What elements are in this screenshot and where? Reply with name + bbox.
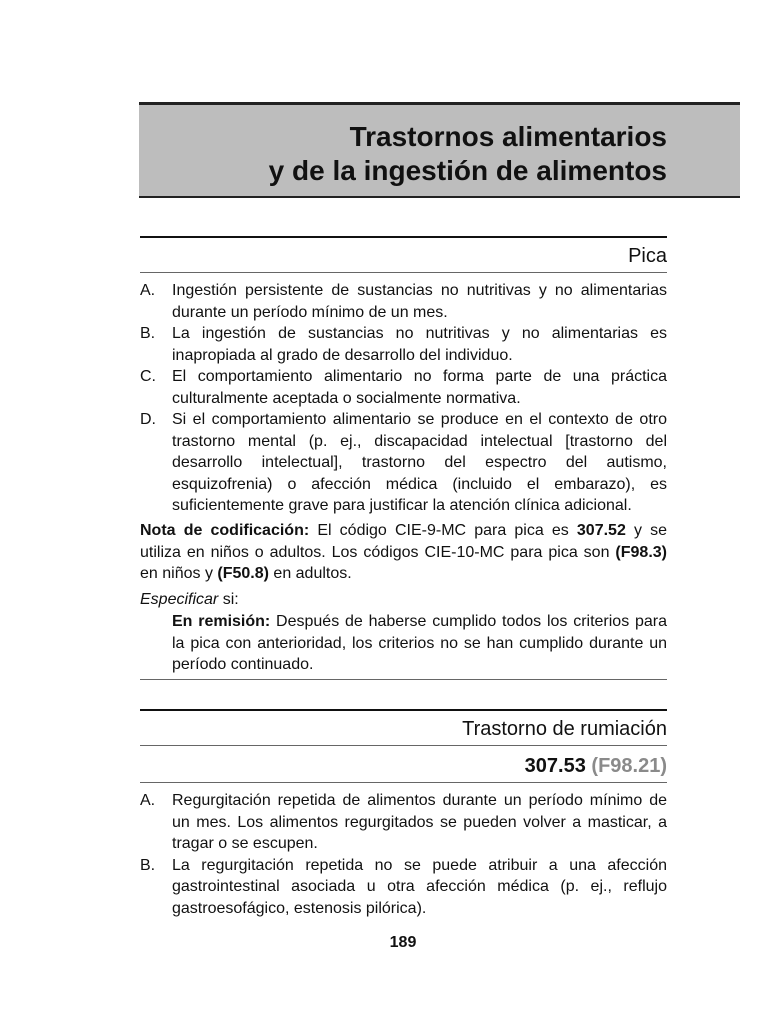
- coding-note-text: El código CIE-9-MC para pica es: [309, 522, 577, 539]
- criterion-text: La regurgitación repetida no se puede atribuir a una afección gastrointestinal asociada u otra afección médica (p. ej., reflujo gastroesofágico, estenosis pilórica).: [172, 856, 667, 917]
- coding-note-text: en niños y: [140, 565, 218, 582]
- specify-line: [140, 589, 667, 611]
- criterion-item: [140, 790, 667, 855]
- section-divider: [140, 679, 667, 680]
- remission-text: Después de haberse cumplido todos los criterios para la pica con anterioridad, los criterios no se han cumplido durante un período continuado.: [172, 613, 668, 673]
- code-icd9: 307.53: [524, 755, 586, 777]
- coding-note: [140, 520, 667, 585]
- specify-label: Especificar: [140, 591, 219, 608]
- code-icd10-adult: (F50.8): [217, 565, 269, 582]
- page-number: 189: [389, 934, 417, 951]
- rumination-criteria-list: [140, 790, 667, 919]
- criterion-text: Ingestión persistente de sustancias no nutritivas y no alimentarias durante un período mínimo de un mes.: [172, 282, 667, 321]
- chapter-banner: [139, 102, 740, 198]
- criterion-item: [140, 409, 667, 517]
- pica-criteria-list: [140, 280, 667, 517]
- criterion-letter: D.: [140, 411, 156, 428]
- criterion-letter: A.: [140, 282, 156, 299]
- coding-note-label: Nota de codificación:: [140, 522, 310, 539]
- criterion-letter: B.: [140, 325, 156, 342]
- criterion-item: [140, 323, 667, 366]
- criterion-text: La ingestión de sustancias no nutritivas y no alimentarias es inapropiada al grado de desarrollo del individuo.: [172, 325, 667, 364]
- criterion-text: El comportamiento alimentario no forma parte de una práctica culturalmente aceptada o socialmente normativa.: [172, 368, 667, 407]
- remission-specifier: [172, 611, 667, 676]
- criterion-item: [140, 366, 667, 409]
- diagnostic-code-line: [140, 754, 667, 778]
- code-icd10-child: (F98.3): [615, 543, 667, 561]
- section-divider: [140, 236, 667, 238]
- section-title-rumination: Trastorno de rumiación: [462, 718, 667, 740]
- section-divider: [140, 745, 667, 746]
- chapter-title-line1: Trastornos alimentarios: [349, 121, 667, 152]
- criterion-item: [140, 280, 667, 323]
- section-divider: [140, 709, 667, 711]
- criterion-text: Si el comportamiento alimentario se produce en el contexto de otro trastorno mental (p. ej., discapacidad intelectual [trastorno del desarrollo intelectual], trastorno del espectro del autismo, esquizofrenia) o afección médica (incluido el embarazo), es suficientemente grave para justificar la atención clínica adicional.: [172, 411, 667, 514]
- coding-note-text: en adultos.: [268, 565, 352, 582]
- specify-suffix: si:: [218, 591, 239, 608]
- code-icd10: (F98.21): [591, 755, 667, 777]
- section-title-pica: Pica: [628, 245, 667, 267]
- coding-note-text: y se utiliza en niños o adultos. Los códigos CIE-10-MC para pica son: [140, 522, 668, 561]
- criterion-letter: C.: [140, 368, 156, 385]
- chapter-title-line2: y de la ingestión de alimentos: [268, 155, 667, 186]
- criterion-letter: B.: [140, 856, 156, 874]
- code-icd9: 307.52: [576, 522, 626, 539]
- section-divider: [140, 272, 667, 273]
- criterion-letter: A.: [140, 792, 156, 809]
- criterion-text: Regurgitación repetida de alimentos durante un período mínimo de un mes. Los alimentos regurgitados se pueden volver a masticar, a tragar o se escupen.: [172, 792, 667, 852]
- criterion-item: [140, 855, 667, 920]
- remission-label: En remisión:: [172, 613, 271, 630]
- section-divider: [140, 782, 667, 783]
